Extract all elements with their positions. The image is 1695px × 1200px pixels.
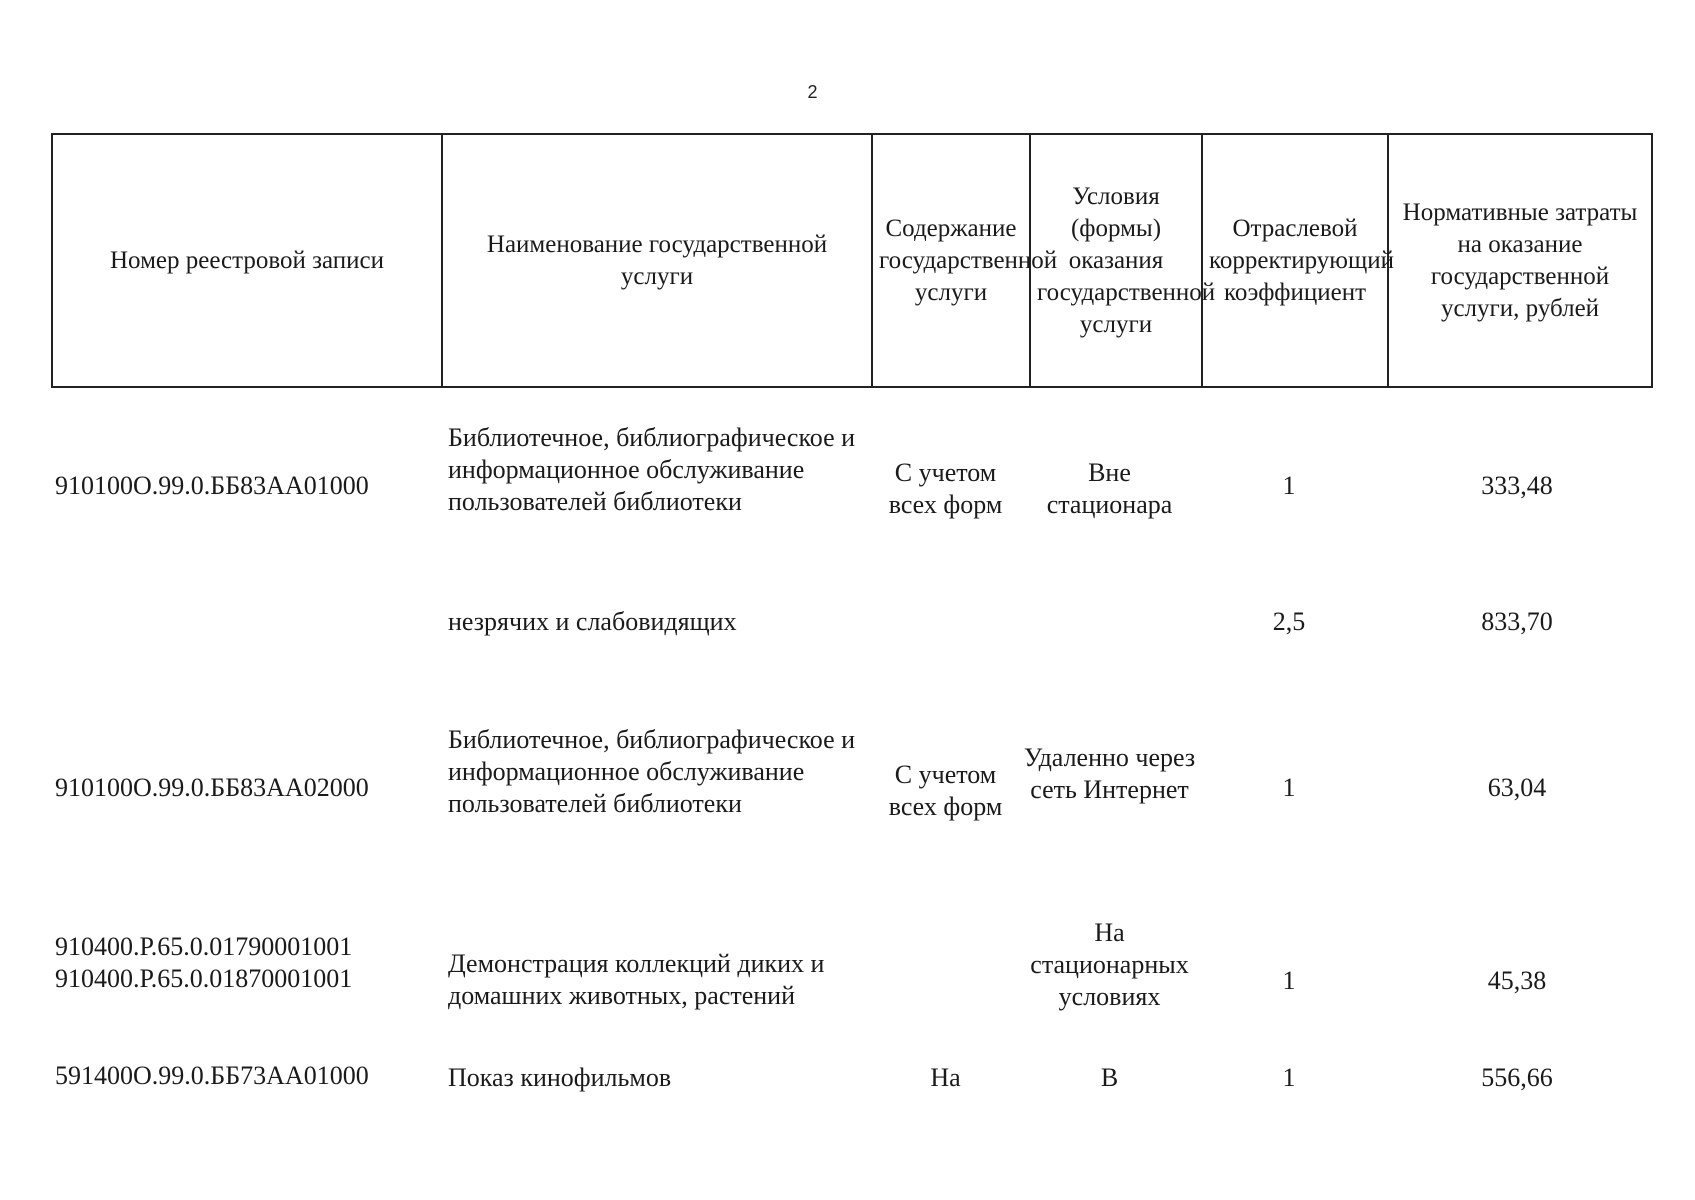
header-correction-coefficient: Отраслевой корректирующий коэффициент	[1202, 134, 1388, 387]
service-content: С учетом всех форм	[888, 760, 1003, 821]
record-number: 910100О.99.0.ББ83АА01000	[55, 471, 369, 500]
service-name: Демонстрация коллекций диких и домашних животных, растений	[448, 949, 825, 1010]
correction-coefficient: 1	[1282, 471, 1296, 500]
header-normative-costs: Нормативные затраты на оказание государственной услуги, рублей	[1388, 134, 1652, 387]
record-number: 910400.Р.65.0.01790001001	[55, 932, 353, 961]
normative-cost: 45,38	[1487, 966, 1547, 995]
service-content: С учетом всех форм	[888, 458, 1003, 519]
normative-cost: 556,66	[1481, 1063, 1553, 1092]
correction-coefficient: 1	[1282, 966, 1296, 995]
normative-cost: 833,70	[1481, 607, 1553, 636]
correction-coefficient: 2,5	[1272, 607, 1306, 636]
table-header	[51, 133, 1653, 388]
service-conditions: Вне стационара	[1046, 458, 1173, 519]
record-number: 591400О.99.0.ББ73АА01000	[55, 1061, 369, 1090]
header-row	[52, 134, 1652, 387]
correction-coefficient: 1	[1282, 1063, 1296, 1092]
normative-cost: 63,04	[1487, 773, 1547, 802]
service-conditions: В	[1100, 1063, 1119, 1092]
record-number: 910100О.99.0.ББ83АА02000	[55, 773, 369, 802]
service-name: Библиотечное, библиографическое и информационное обслуживание пользователей библиотеки	[448, 725, 856, 818]
record-number-second: 910400.Р.65.0.01870001001	[55, 964, 353, 993]
service-name: Показ кинофильмов	[448, 1063, 672, 1092]
service-conditions: На стационарных условиях	[1030, 918, 1189, 1011]
header-service-conditions: Условия (формы) оказания государственной услуги	[1030, 134, 1202, 387]
service-content: На	[930, 1063, 961, 1092]
header-service-content: Содержание государственной услуги	[872, 134, 1030, 387]
service-name: Библиотечное, библиографическое и информационное обслуживание пользователей библиотеки	[448, 423, 856, 516]
page-number: 2	[807, 82, 818, 102]
service-conditions: Удаленно через сеть Интернет	[1023, 743, 1196, 804]
normative-cost: 333,48	[1481, 471, 1553, 500]
header-service-name: Наименование государственной услуги	[442, 134, 872, 387]
correction-coefficient: 1	[1282, 773, 1296, 802]
header-record-number: Номер реестровой записи	[52, 134, 442, 387]
service-name: незрячих и слабовидящих	[448, 607, 737, 636]
